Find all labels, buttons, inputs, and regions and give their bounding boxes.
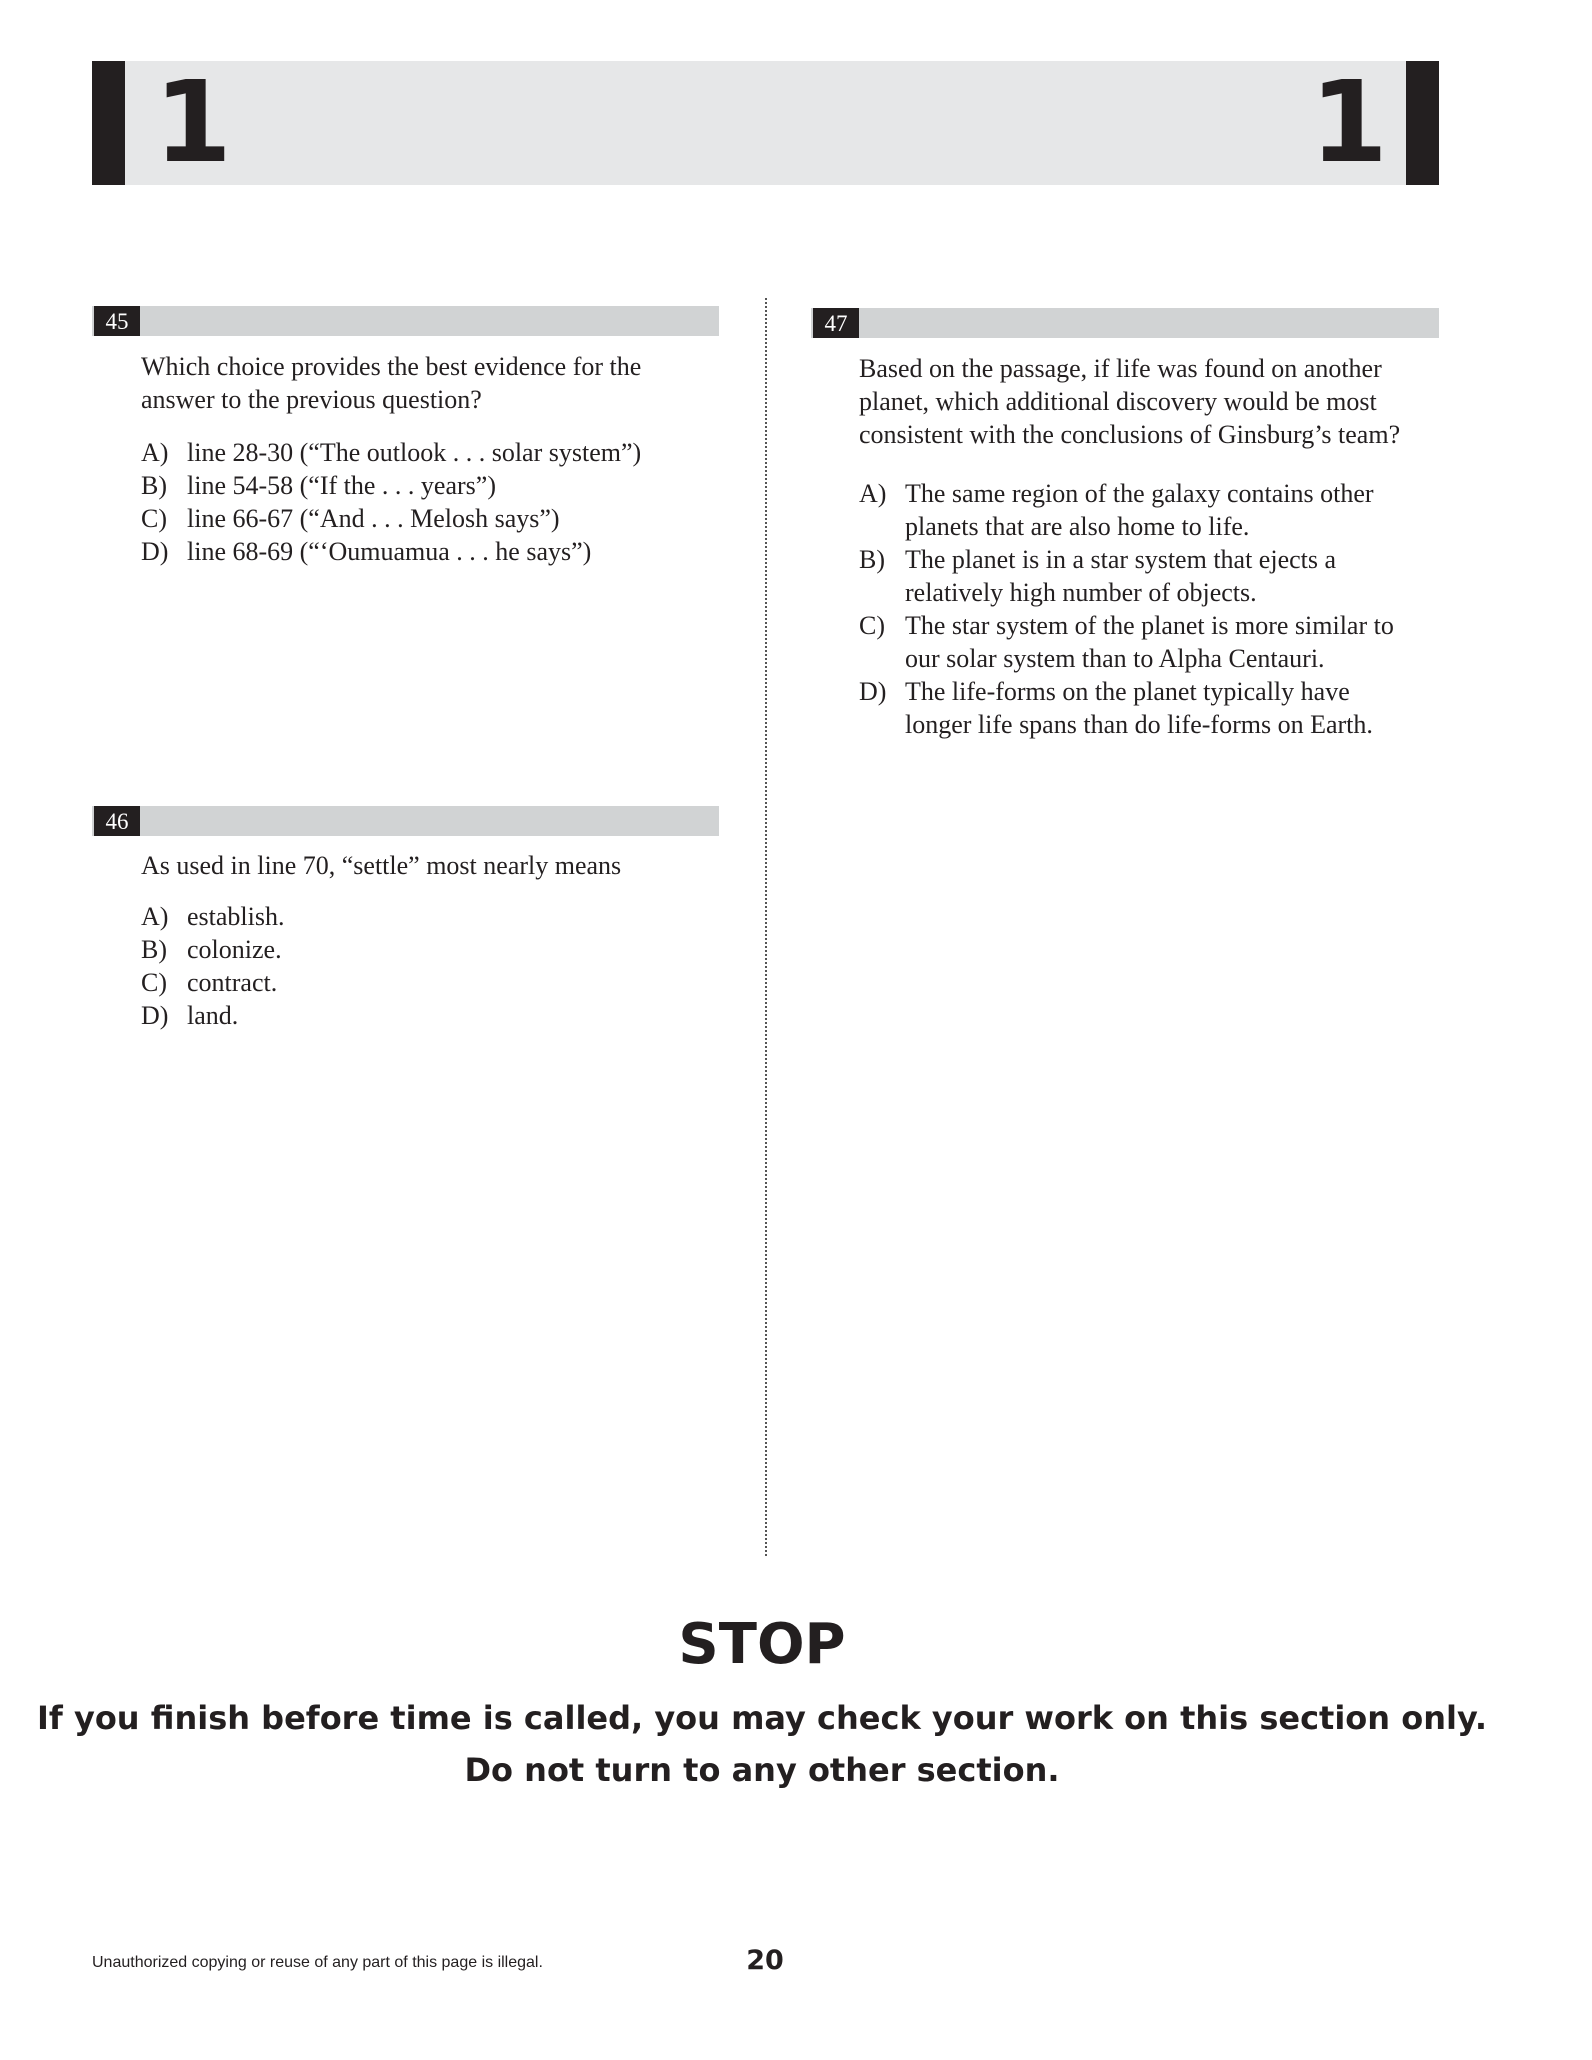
question-46-number: 46 xyxy=(94,806,140,836)
option-text: land. xyxy=(187,1001,239,1030)
option-letter: A) xyxy=(141,902,169,931)
section-header-bar-right xyxy=(1406,61,1439,185)
question-46-option-b[interactable] xyxy=(141,933,721,966)
section-number-right: 1 xyxy=(1310,58,1388,188)
column-divider xyxy=(765,298,767,1556)
question-47-option-a[interactable] xyxy=(859,477,1449,543)
option-text: establish. xyxy=(187,902,285,931)
option-text-line: longer life spans than do life-forms on Earth. xyxy=(905,710,1373,739)
option-text-line: planets that are also home to life. xyxy=(905,512,1250,541)
option-text: line 66-67 (“And . . . Melosh says”) xyxy=(187,504,560,533)
option-text xyxy=(905,609,1449,675)
option-text-line: The star system of the planet is more similar to xyxy=(905,611,1394,640)
option-letter: A) xyxy=(859,479,887,508)
option-text: line 68-69 (“‘Oumuamua . . . he says”) xyxy=(187,537,592,566)
option-letter: D) xyxy=(859,677,887,706)
question-47-options xyxy=(859,477,1449,741)
option-letter: B) xyxy=(141,935,167,964)
option-text-line: The same region of the galaxy contains other xyxy=(905,479,1374,508)
question-47-number: 47 xyxy=(813,308,859,338)
question-46-option-c[interactable] xyxy=(141,966,721,999)
question-45-band xyxy=(92,306,719,336)
question-47-stem-line: Based on the passage, if life was found on another xyxy=(859,354,1382,383)
question-45-option-b[interactable] xyxy=(141,469,721,502)
question-47-option-c[interactable] xyxy=(859,609,1449,675)
option-text-line: relatively high number of objects. xyxy=(905,578,1257,607)
option-text xyxy=(905,543,1449,609)
option-text: line 54-58 (“If the . . . years”) xyxy=(187,471,496,500)
question-46-stem-line: As used in line 70, “settle” most nearly means xyxy=(141,851,622,880)
question-46-option-d[interactable] xyxy=(141,999,721,1032)
option-letter: D) xyxy=(141,537,169,566)
question-45-stem-line: Which choice provides the best evidence for the xyxy=(141,352,642,381)
question-45-stem-line: answer to the previous question? xyxy=(141,385,482,414)
option-text-line: our solar system than to Alpha Centauri. xyxy=(905,644,1325,673)
question-47-option-d[interactable] xyxy=(859,675,1449,741)
question-47-option-b[interactable] xyxy=(859,543,1449,609)
option-text xyxy=(905,477,1449,543)
question-47-stem-line: planet, which additional discovery would be most xyxy=(859,387,1377,416)
section-header-bar-left xyxy=(92,61,125,185)
option-letter: B) xyxy=(859,545,885,574)
option-letter: B) xyxy=(141,471,167,500)
option-letter: A) xyxy=(141,438,169,467)
section-number-left: 1 xyxy=(154,58,232,188)
option-letter: C) xyxy=(859,611,885,640)
page-number: 20 xyxy=(746,1945,784,1976)
stop-instruction-line-1: If you finish before time is called, you may check your work on this section only. xyxy=(36,1699,1488,1737)
question-45-stem xyxy=(141,350,721,416)
option-text: colonize. xyxy=(187,935,282,964)
question-45-option-c[interactable] xyxy=(141,502,721,535)
question-45-options xyxy=(141,436,721,568)
question-46-option-a[interactable] xyxy=(141,900,721,933)
option-text-line: The planet is in a star system that ejects a xyxy=(905,545,1337,574)
option-letter: C) xyxy=(141,968,167,997)
copyright-notice: Unauthorized copying or reuse of any part of this page is illegal. xyxy=(92,1954,543,1971)
question-45-option-d[interactable] xyxy=(141,535,721,568)
option-text-line: The life-forms on the planet typically have xyxy=(905,677,1350,706)
stop-instruction-line-2: Do not turn to any other section. xyxy=(464,1751,1060,1789)
question-47-stem-line: consistent with the conclusions of Ginsburg’s team? xyxy=(859,420,1401,449)
question-45-number: 45 xyxy=(94,306,140,336)
option-text xyxy=(905,675,1449,741)
stop-heading: STOP xyxy=(678,1612,846,1677)
question-46-options xyxy=(141,900,721,1032)
option-letter: D) xyxy=(141,1001,169,1030)
section-header-band xyxy=(92,58,1439,188)
question-45-option-a[interactable] xyxy=(141,436,721,469)
question-47-stem xyxy=(859,352,1449,451)
question-46-band xyxy=(92,806,719,836)
option-text: contract. xyxy=(187,968,278,997)
question-46-stem xyxy=(141,849,721,882)
option-letter: C) xyxy=(141,504,167,533)
option-text: line 28-30 (“The outlook . . . solar system”) xyxy=(187,438,642,467)
question-47-band xyxy=(811,308,1439,338)
